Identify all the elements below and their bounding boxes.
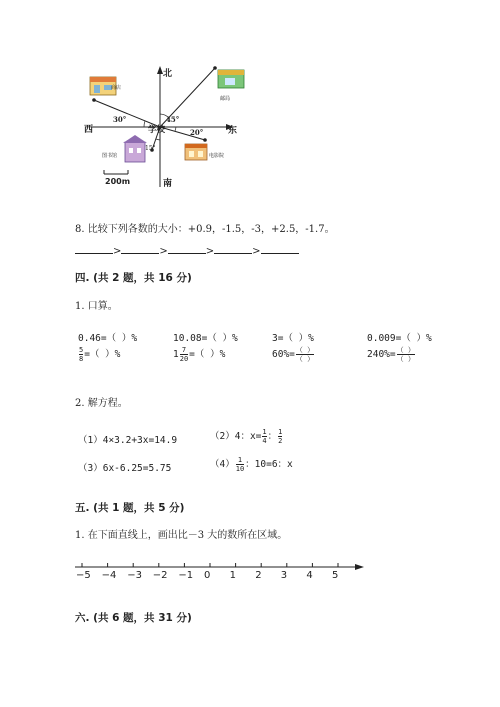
calc-6: 1 $\frac{7}{20}$ =（ ）% [173,346,226,363]
equation-3: （3）6x-6.25=5.75 [78,463,172,474]
number-line-tick-label: −3 [127,570,142,581]
equation-2: （2）4：x= $\frac{1}{4}$ ： $\frac{1}{2}$ [210,428,283,445]
angle-west-label: 30° [113,115,127,124]
cinema-icon [185,144,207,160]
equation-4: （4） $\frac{1}{10}$ ：10=6：x [210,456,293,473]
calc-3: 3=（ ）% [272,333,314,344]
angle-ne-label: 45° [166,115,180,124]
number-line-tick-label: −4 [101,570,117,581]
calc-7: 60%= $\frac{( )}{( )}$ [272,346,315,363]
section5-title: 五. (共 1 题，共 5 分) [75,502,185,514]
q2-label: 2. 解方程。 [75,398,128,409]
cinema-label: 电影院 [209,153,225,159]
number-line-tick-label: 0 [204,570,211,581]
south-label: 南 [163,179,173,189]
section6-title: 六. (共 6 题，共 31 分) [75,612,192,624]
calc-1: 0.46=（ ）% [78,333,138,344]
east-label: 东 [228,126,238,136]
number-line-tick-label: 2 [255,570,262,581]
calc-5: $\frac{5}{8}$ =（ ）% [79,346,121,363]
q8-text: 8. 比较下列各数的大小：+0.9，-1.5，-3，+2.5，-1.7。 [75,224,335,235]
library-label: 图书馆 [102,153,118,159]
number-line-tick-label: 4 [306,570,313,581]
angle-e-label: 20° [190,128,204,137]
calc-4: 0.009=（ ）% [367,333,432,344]
number-line-tick-label: −5 [76,570,91,581]
west-label: 西 [84,125,94,135]
section5-q1: 1. 在下面直线上，画出比－3 大的数所在区域。 [75,530,288,541]
equation-1: （1）4×3.2+3x=14.9 [78,435,178,446]
library-icon [123,135,147,162]
number-line-tick-label: 5 [332,570,339,581]
post-office-label: 邮局 [220,96,231,102]
post-office-icon [218,70,244,88]
q1-label: 1. 口算。 [75,301,118,312]
number-line-tick-label: 1 [229,570,236,581]
number-line-tick-label: −1 [178,570,194,581]
q8-answer-blanks: > > > > [75,245,299,257]
scale-label: 200m [105,177,131,186]
shop-label: 商店 [111,85,122,91]
calc-2: 10.08=（ ）% [173,333,238,344]
school-label: 学校 [148,125,166,135]
north-label: 北 [163,69,173,79]
number-line-tick-label: 3 [280,570,288,581]
calc-8: 240%= $\frac{( )}{( )}$ [367,346,415,363]
number-line-tick-label: −2 [152,570,168,581]
angle-s-label: 15° [145,145,156,152]
section4-title: 四. (共 2 题，共 16 分) [75,272,192,284]
